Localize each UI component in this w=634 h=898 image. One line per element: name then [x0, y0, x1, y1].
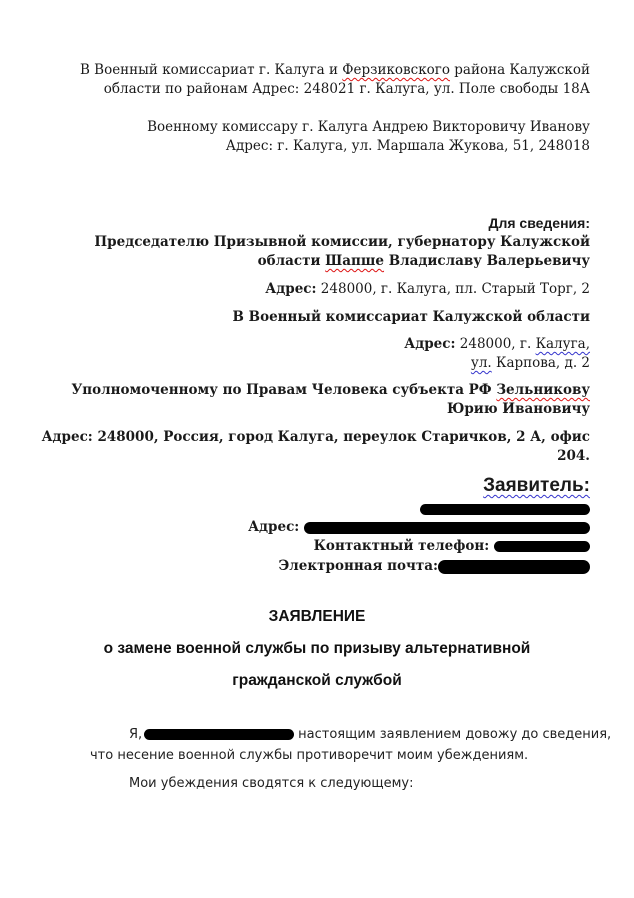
applicant-address: Адрес:: [248, 518, 590, 537]
governor-line1: Председателю Призывной комиссии, губернатору Калужской: [94, 234, 590, 250]
for-info-heading: Для сведения:: [488, 215, 590, 231]
body-paragraph2: Мои убеждения сводятся к следующему:: [129, 776, 414, 791]
commissariat-address-line1: Адрес: 248000, г. Калуга,: [404, 336, 590, 352]
ombudsman-address-line2: 204.: [557, 448, 590, 464]
document-subtitle-line2: гражданской службой: [232, 672, 402, 689]
document-title: ЗАЯВЛЕНИЕ: [268, 608, 366, 625]
recipient1-line2: области по районам Адрес: 248021 г. Калуга, ул. Поле свободы 18А: [103, 81, 590, 97]
ombudsman-address-line1: Адрес: 248000, Россия, город Калуга, переулок Старичков, 2 А, офис: [41, 429, 590, 445]
applicant-name-redacted: [420, 500, 590, 519]
recipient2-line2: Адрес: г. Калуга, ул. Маршала Жукова, 51, 248018: [225, 138, 590, 154]
recipient2-line1: Военному комиссару г. Калуга Андрею Викторовичу Иванову: [147, 119, 590, 135]
applicant-heading: Заявитель:: [483, 475, 590, 496]
commissariat-line: В Военный комиссариат Калужской области: [232, 309, 590, 325]
document-subtitle-line1: о замене военной службы по призыву альтернативной: [103, 640, 531, 657]
ombudsman-line2: Юрию Ивановичу: [446, 401, 590, 417]
applicant-email: Электронная почта:: [279, 557, 590, 576]
governor-address: Адрес: 248000, г. Калуга, пл. Старый Торг, 2: [265, 281, 590, 297]
recipient1-line1: В Военный комиссариат г. Калуга и Ферзиковского района Калужской: [79, 62, 590, 78]
commissariat-address-line2: ул. Карпова, д. 2: [470, 355, 590, 371]
body-paragraph1-line1: Я, настоящим заявлением довожу до сведения,: [129, 727, 612, 742]
governor-line2: области Шапше Владиславу Валерьевичу: [257, 253, 590, 269]
ombudsman-line1: Уполномоченному по Правам Человека субъекта РФ Зельникову: [71, 382, 590, 398]
body-paragraph1-line2: что несение военной службы противоречит моим убеждениям.: [90, 748, 529, 763]
applicant-phone: Контактный телефон:: [314, 537, 590, 556]
